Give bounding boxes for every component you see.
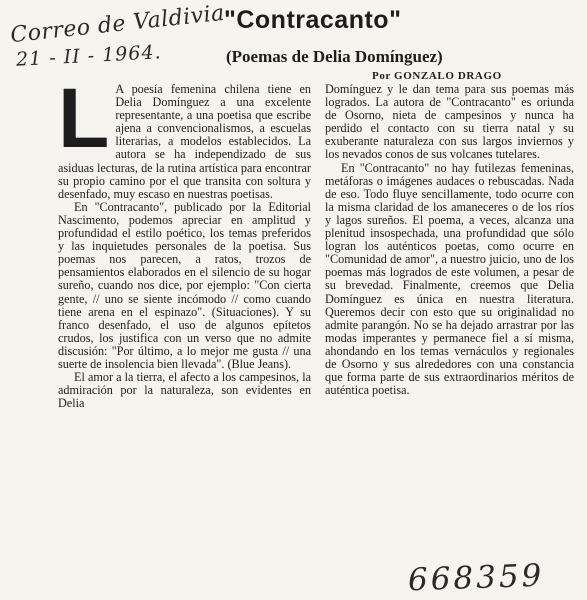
handwritten-source: Correo de Valdivia [9, 0, 226, 49]
right-paragraph-1: Domínguez y le dan tema para sus poemas más logrados. La autora de "Contracanto" es oriunda de Osorno, nieta de campesinos y nunca ha perdido el contacto con su tierra natal y su exuberante naturaleza con sus largos inviernos y los nevados conos de sus volcanes tutelares. [325, 82, 574, 162]
left-paragraph-1: A poesía femenina chilena tiene en Delia Domínguez a una excelente representante, a una poetisa que escribe ajena a convencionalismos, a escuelas literarias, a modelos establecidos. La autora se ha independizado de sus asiduas lecturas, de la rutina artística para encontrar su propio camino por el que transita con soltura y desenfado, muy escaso en nuestras poetisas. [58, 82, 311, 201]
right-column [325, 83, 574, 397]
article-subtitle: (Poemas de Delia Domínguez) [226, 47, 443, 66]
article-byline: Por GONZALO DRAGO [372, 70, 502, 82]
handwritten-date: 21 - II - 1964. [15, 41, 163, 71]
article-title: "Contracanto" [224, 6, 402, 34]
drop-cap: L [58, 71, 110, 165]
left-paragraph-2: En "Contracanto", publicado por la Editorial Nascimento, podemos apreciar en amplitud y profundidad el estilo poético, los temas preferidos y las inquietudes personales de la poetisa. Sus poemas nos parecen, a ratos, trozos de pensamientos elaborados en el silencio de su hogar sureño, cuando nos dice, por ejemplo: "Con cierta gente, // uno se siente incómodo // como cuando tiene arena en el espinazo". (Situaciones). Y su franco desenfado, el uso de algunos epítetos crudos, los justifica con un verso que no admite discusión: "Por último, a lo mejor me gusta // una suerte de insolencia bien llevada". (Blue Jeans). [58, 199, 311, 371]
left-paragraph-3: El amor a la tierra, el afecto a los campesinos, la admiración por la naturaleza, son evidentes en Delia [58, 370, 311, 411]
handwritten-number: 668359 [407, 557, 545, 599]
right-paragraph-2: En "Contracanto" no hay futilezas femeninas, metáforas o imágenes audaces o rebuscadas. Nada de eso. Todo fluye sencillamente, todo ocurre con la misma claridad de los amaneceres o de los ríos y lagos sureños. El poema, a veces, alcanza una plenitud insospechada, una profundidad que sólo logran los auténticos poetas, como ocurre en "Comunidad de amor", a nuestro juicio, uno de los poemas más logrados de este volumen, a pesar de su brevedad. Finalmente, creemos que Delia Domínguez es única en nuestra literatura. Queremos decir con esto que su originalidad no admite parangón. No se ha dejado arrastrar por las modas imperantes y permanece fiel a sí misma, ahondando en los temas vernáculos y regionales de Osorno y sus alrededores con una constancia que forma parte de sus extraordinarios méritos de auténtica poetisa. [325, 160, 574, 398]
left-column [58, 71, 311, 411]
